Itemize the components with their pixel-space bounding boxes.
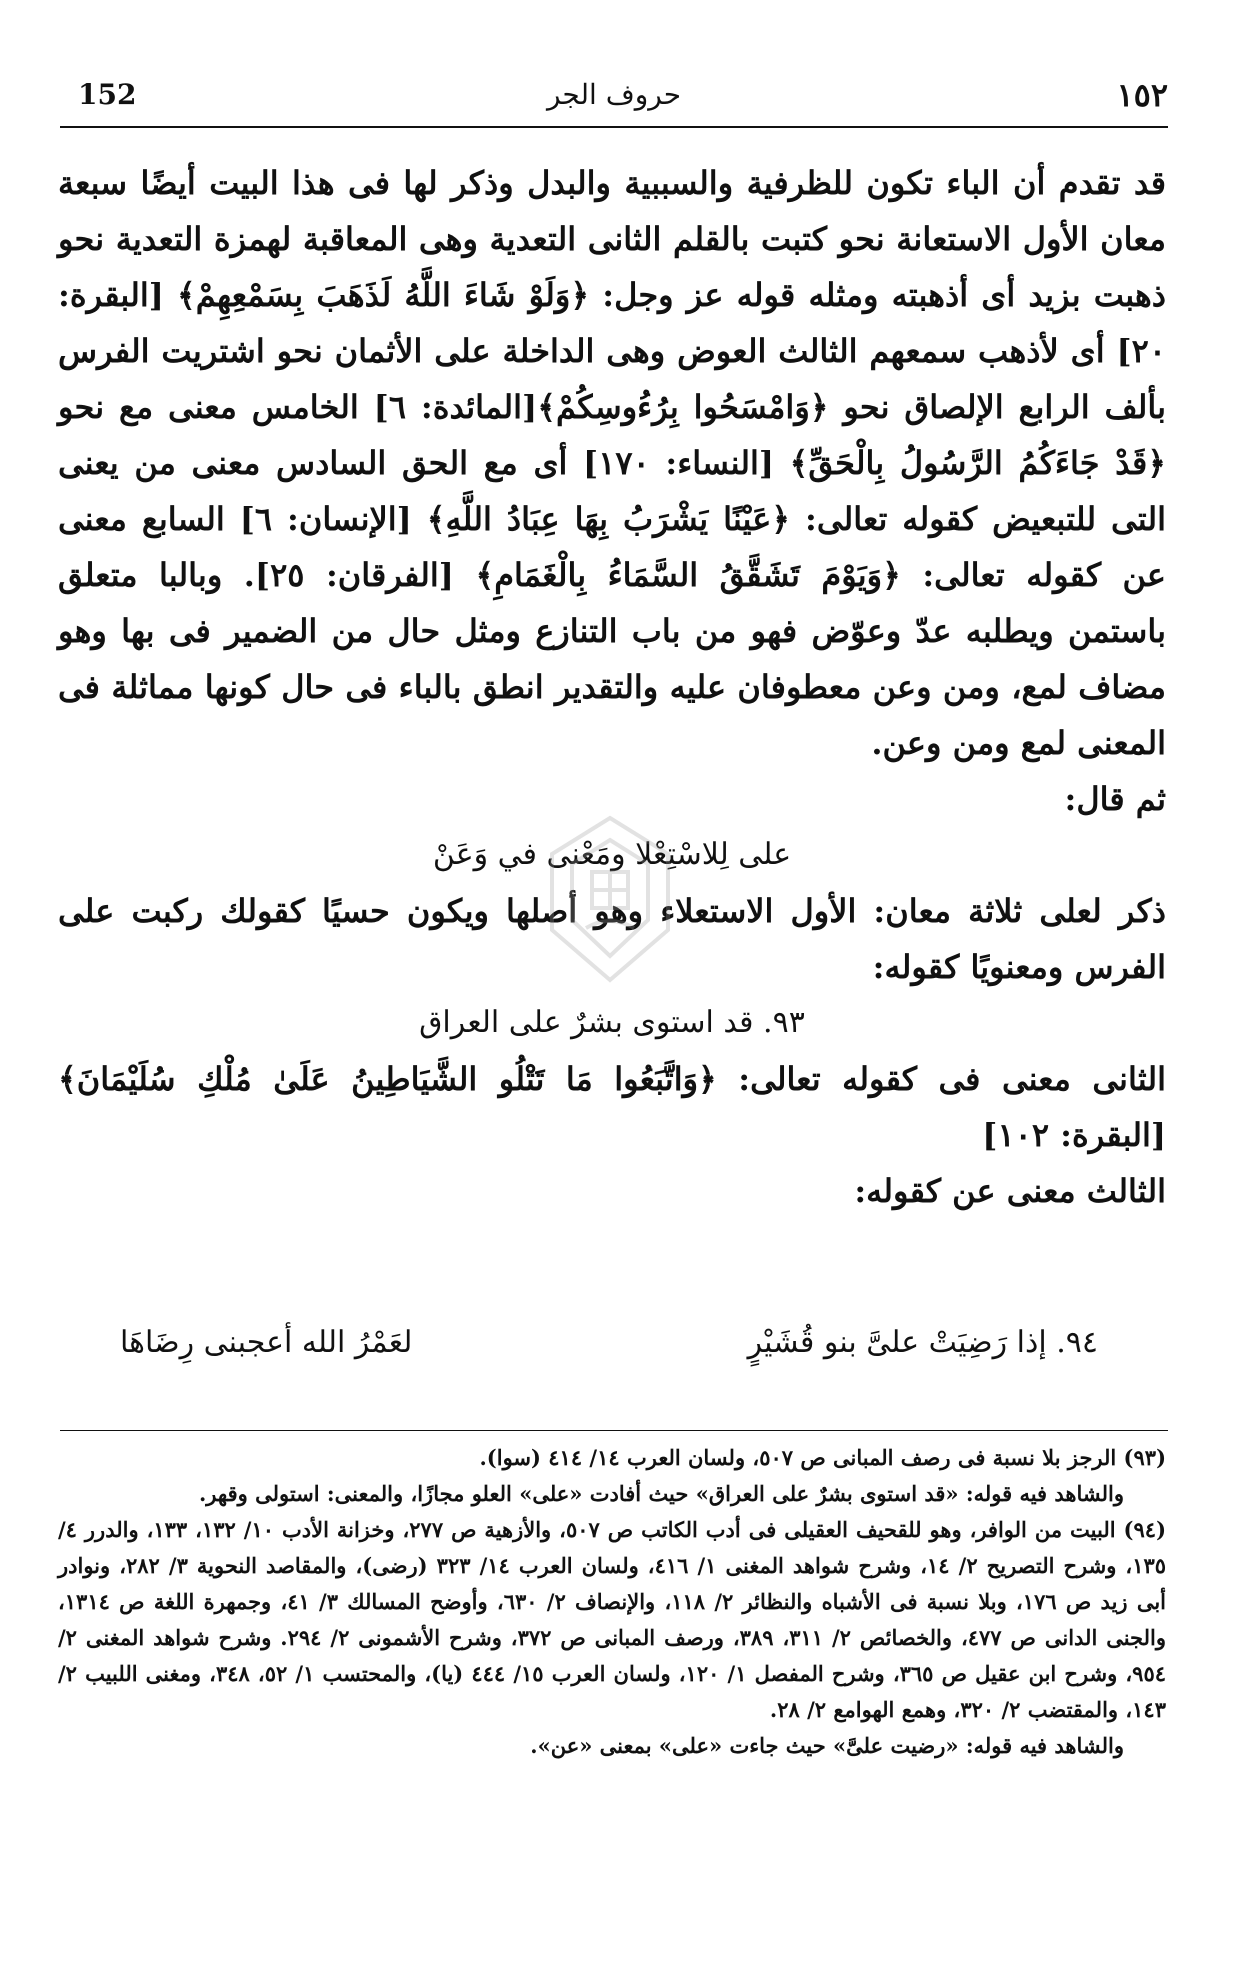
running-title: حروف الجر (546, 78, 682, 111)
poem-verse-94 (120, 1325, 1098, 1385)
footnote-94: (٩٤) البيت من الوافر، وهو للقحيف العقيلى فى أدب الكاتب ص ٥٠٧، والأزهية ص ٢٧٧، وخزانة الأدب ١٠/ ١٣٢، ١٣٣، والدرر ٤/ ١٣٥، وشرح التصريح ٢/ ١٤، وشرح شواهد المغنى ١/ ٤١٦، ولسان العرب ١٤/ ٣٢٣ (رضى)، والمقاصد النحوية ٣/ ٢٨٢، ونوادر أبى زيد ص ١٧٦، وبلا نسبة فى الأشباه والنظائر ٢/ ١١٨، والإنصاف ٢/ ٦٣٠، وأوضح المسالك ٣/ ٤١، وجمهرة اللغة ص ١٣١٤، والجنى الدانى ص ٤٧٧، والخصائص ٢/ ٣١١، ٣٨٩، ورصف المبانى ص ٣٧٢، وشرح الأشمونى ٢/ ٢٩٤. وشرح شواهد المغنى ٢/ ٩٥٤، وشرح ابن عقيل ص ٣٦٥، وشرح المفصل ١/ ١٢٠، ولسان العرب ١٥/ ٤٤٤ (يا)، والمحتسب ١/ ٥٢، ٣٤٨، ومغنى اللبيب ٢/ ١٤٣، والمقتضب ٢/ ٣٢٠، وهمع الهوامع ٢/ ٢٨. (58, 1517, 1167, 1722)
paragraph-ba-meanings: قد تقدم أن الباء تكون للظرفية والسببية والبدل وذكر لها فى هذا البيت أيضًا سبعة معان الأول الاستعانة نحو كتبت بالقلم الثانى التعدية وهى المعاقبة لهمزة التعدية نحو ذهبت بزيد أى أذهبته ومثله قوله عز وجل: ﴿وَلَوْ شَاءَ اللَّهُ لَذَهَبَ بِسَمْعِهِمْ﴾ [البقرة: ٢٠] أى لأذهب سمعهم الثالث العوض وهى الداخلة على الأثمان نحو اشتريت الفرس بألف الرابع الإلصاق نحو ﴿وَامْسَحُوا بِرُءُوسِكُمْ﴾[المائدة: ٦] الخامس معنى مع نحو ﴿قَدْ جَاءَكُمُ الرَّسُولُ بِالْحَقِّ﴾ [النساء: ١٧٠] أى مع الحق السادس معنى من يعنى التى للتبعيض كقوله تعالى: ﴿عَيْنًا يَشْرَبُ بِهَا عِبَادُ اللَّهِ﴾ [الإنسان: ٦] السابع معنى عن كقوله تعالى: ﴿وَيَوْمَ تَشَقَّقُ السَّمَاءُ بِالْغَمَامِ﴾ [الفرقان: ٢٥]. وبالبا متعلق باستمن ويطلبه عدّ وعوّض فهو من باب التنازع ومثل حال من الضمير فى بها وهو مضاف لمع، ومن وعن معطوفان عليه والتقدير انطق بالباء فى حال كونها مماثلة فى المعنى لمع ومن وعن. (58, 164, 1167, 762)
page-header (60, 66, 1168, 128)
main-text (58, 155, 1166, 1219)
paragraph-third-meaning: الثالث معنى عن كقوله: (854, 1172, 1166, 1210)
example-93: ٩٣. قد استوى بشرٌ على العراق (419, 1005, 805, 1040)
paragraph-second-meaning: الثانى معنى فى كقوله تعالى: ﴿وَاتَّبَعُوا مَا تَتْلُو الشَّيَاطِينُ عَلَىٰ مُلْكِ سُلَيْمَانَ﴾ [البقرة: ١٠٢] (58, 1060, 1166, 1154)
then-said: ثم قال: (1064, 780, 1166, 818)
footnote-93: (٩٣) الرجز بلا نسبة فى رصف المبانى ص ٥٠٧، ولسان العرب ١٤/ ٤١٤ (سوا). (479, 1445, 1166, 1470)
alfiyya-verse: على لِلاسْتِعْلا ومَعْنى في وَعَنْ (432, 837, 792, 872)
library-seal-icon (540, 810, 680, 990)
poem-hemistich-2: لعَمْرُ الله أعجبنى رِضَاهَا (120, 1325, 413, 1360)
paragraph-ala-meanings: ذكر لعلى ثلاثة معان: الأول الاستعلاء وهو أصلها ويكون حسيًا كقولك ركبت على الفرس ومعنويًا كقوله: (58, 892, 1166, 986)
footnotes (58, 1440, 1166, 1764)
page-number-arabic: ١٥٢ (1116, 76, 1168, 114)
poem-hemistich-1: ٩٤. إذا رَضِيَتْ علىَّ بنو قُشَيْرٍ (747, 1325, 1098, 1360)
page-number-latin: 152 (78, 78, 137, 111)
footnote-94-witness: والشاهد فيه قوله: «رضيت علىَّ» حيث جاءت «على» بمعنى «عن». (530, 1733, 1124, 1758)
footnote-separator (60, 1430, 1168, 1431)
footnote-93-witness: والشاهد فيه قوله: «قد استوى بشرٌ على العراق» حيث أفادت «على» العلو مجازًا، والمعنى: استولى وقهر. (199, 1481, 1124, 1506)
